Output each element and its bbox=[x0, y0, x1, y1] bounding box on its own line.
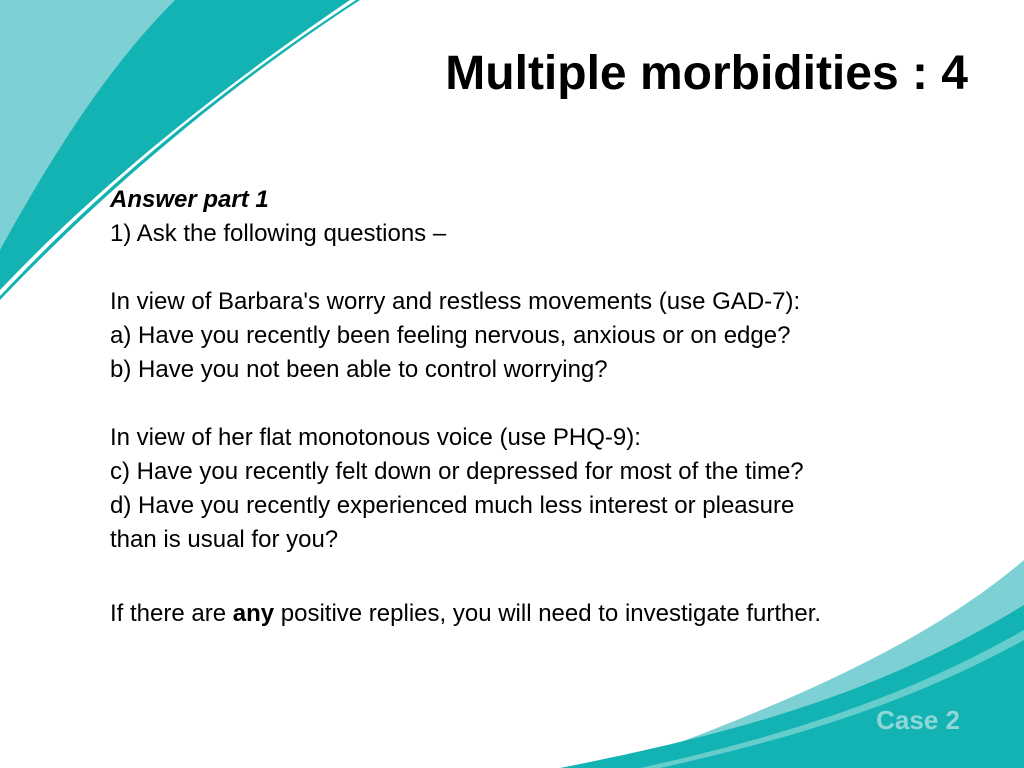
section-heading: Answer part 1 bbox=[110, 186, 269, 213]
gad-lead: In view of Barbara's worry and restless movements (use GAD-7): bbox=[110, 288, 801, 315]
slide-body bbox=[110, 183, 990, 557]
question-c: c) Have you recently felt down or depressed for most of the time? bbox=[110, 458, 804, 485]
phq-lead: In view of her flat monotonous voice (use PHQ-9): bbox=[110, 424, 641, 451]
closing-after: positive replies, you will need to investigate further. bbox=[274, 600, 822, 627]
spacer bbox=[110, 251, 990, 285]
question-d-line-2: than is usual for you? bbox=[110, 526, 339, 553]
closing-statement bbox=[110, 597, 821, 631]
footer-case-label: Case 2 bbox=[876, 705, 960, 735]
spacer bbox=[110, 387, 990, 421]
question-b: b) Have you not been able to control worrying? bbox=[110, 356, 608, 383]
intro-line: 1) Ask the following questions – bbox=[110, 220, 447, 247]
closing-before: If there are bbox=[110, 600, 233, 627]
closing-emphasis: any bbox=[232, 600, 275, 627]
slide-title: Multiple morbidities : 4 bbox=[445, 47, 968, 100]
question-a: a) Have you recently been feeling nervous, anxious or on edge? bbox=[110, 322, 791, 349]
question-d-line-1: d) Have you recently experienced much less interest or pleasure bbox=[110, 492, 795, 519]
